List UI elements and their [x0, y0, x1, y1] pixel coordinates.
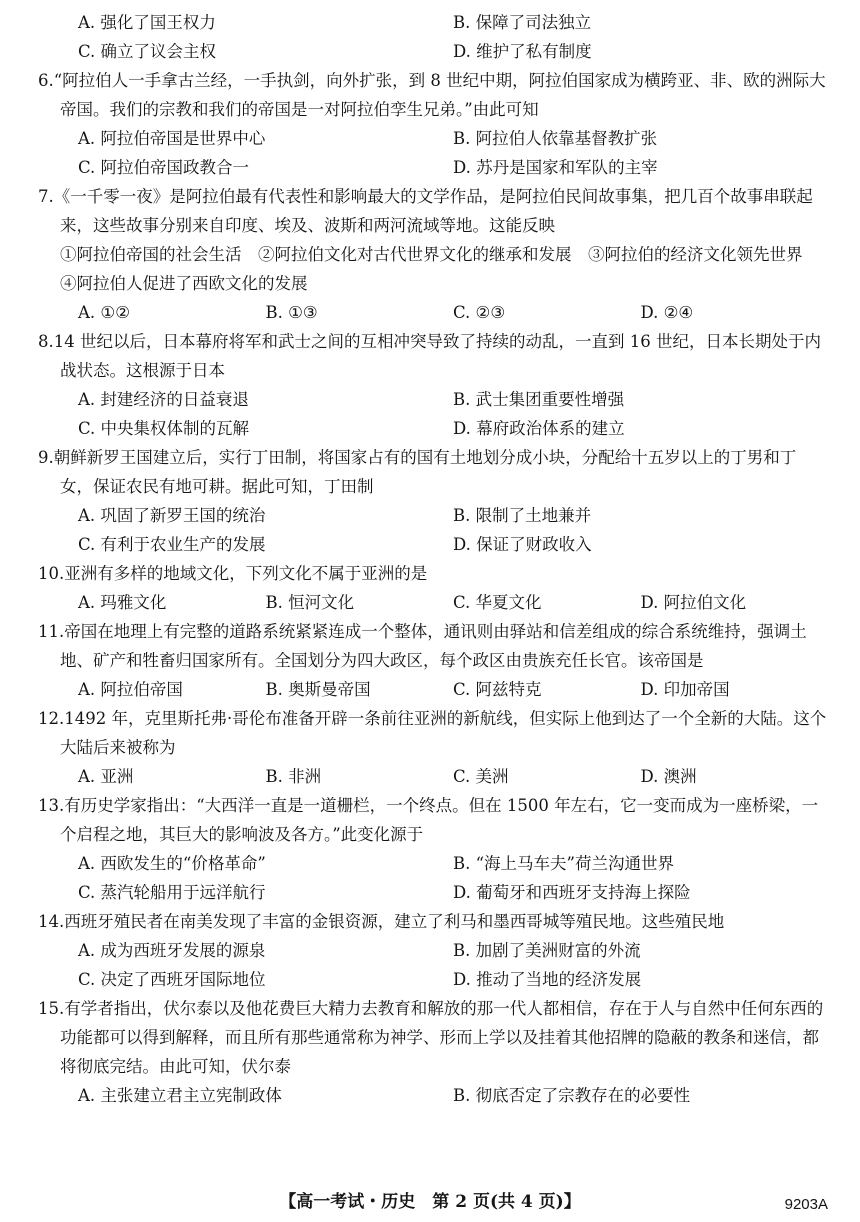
option-a[interactable]: A. 巩固了新罗王国的统治 [78, 506, 266, 525]
option-b[interactable]: B. “海上马车夫”荷兰沟通世界 [453, 854, 674, 873]
question-5 [38, 8, 828, 66]
question-stem [38, 559, 828, 588]
option-b[interactable]: B. 保障了司法独立 [453, 13, 592, 32]
page-footer [0, 1188, 860, 1217]
question-number: 15. [38, 999, 65, 1018]
question-number: 14. [38, 912, 65, 931]
option-d[interactable]: D. 幕府政治体系的建立 [453, 419, 625, 438]
option-a[interactable]: A. 玛雅文化 [78, 593, 167, 612]
question-number: 7. [38, 187, 54, 206]
question-stem [38, 327, 828, 385]
question-9 [38, 443, 828, 559]
option-d[interactable]: D. ②④ [640, 303, 694, 322]
paper-code: 9203A [784, 1196, 828, 1213]
question-text: 14 世纪以后，日本幕府将军和武士之间的互相冲突导致了持续的动乱，一直到 16 世纪，日本长期处于内战状态。这根源于日本 [53, 332, 821, 380]
option-b[interactable]: B. 奥斯曼帝国 [265, 680, 371, 699]
question-number: 10. [38, 564, 65, 583]
option-d[interactable]: D. 保证了财政收入 [453, 535, 592, 554]
option-d[interactable]: D. 苏丹是国家和军队的主宰 [453, 158, 658, 177]
question-stem [38, 994, 828, 1081]
option-a[interactable]: A. 阿拉伯帝国是世界中心 [78, 129, 266, 148]
option-c[interactable]: C. 美洲 [453, 767, 509, 786]
question-number: 6. [38, 71, 54, 90]
question-stem [38, 617, 828, 675]
option-a[interactable]: A. 主张建立君主立宪制政体 [78, 1086, 282, 1105]
question-text: 帝国在地理上有完整的道路系统紧紧连成一个整体，通讯则由驿站和信差组成的综合系统维持，强调土地、矿产和牲畜归国家所有。全国划分为四大政区，每个政区由贵族充任长官。该帝国是 [60, 622, 807, 670]
question-number: 9. [38, 448, 54, 467]
question-text: 西班牙殖民者在南美发现了丰富的金银资源，建立了利马和墨西哥城等殖民地。这些殖民地 [64, 912, 725, 931]
option-b[interactable]: B. 阿拉伯人依靠基督教扩张 [453, 129, 658, 148]
question-stem [38, 907, 828, 936]
question-6 [38, 66, 828, 182]
option-c[interactable]: C. 中央集权体制的瓦解 [78, 419, 250, 438]
option-b[interactable]: B. 加剧了美洲财富的外流 [453, 941, 641, 960]
question-11 [38, 617, 828, 704]
option-d[interactable]: D. 维护了私有制度 [453, 42, 592, 61]
option-d[interactable]: D. 澳洲 [640, 767, 697, 786]
question-number: 13. [38, 796, 65, 815]
question-stem [38, 182, 828, 240]
question-13 [38, 791, 828, 907]
option-b[interactable]: B. 限制了土地兼并 [453, 506, 592, 525]
question-10 [38, 559, 828, 617]
option-d[interactable]: D. 葡萄牙和西班牙支持海上探险 [453, 883, 691, 902]
option-a[interactable]: A. ①② [78, 303, 130, 322]
question-text: 有学者指出，伏尔泰以及他花费巨大精力去教育和解放的那一代人都相信，存在于人与自然中任何东西的功能都可以得到解释，而且所有那些通常称为神学、形而上学以及挂着其他招牌的隐蔽的教条和迷信，都将彻底完结。由此可知，伏尔泰 [60, 999, 824, 1076]
option-a[interactable]: A. 封建经济的日益衰退 [78, 390, 249, 409]
option-c[interactable]: C. 决定了西班牙国际地位 [78, 970, 266, 989]
question-number: 12. [38, 709, 65, 728]
question-stem [38, 704, 828, 762]
question-number: 11. [38, 622, 65, 641]
question-number: 8. [38, 332, 54, 351]
option-c[interactable]: C. ②③ [453, 303, 506, 322]
option-c[interactable]: C. 阿兹特克 [453, 680, 542, 699]
question-text: 亚洲有多样的地域文化，下列文化不属于亚洲的是 [64, 564, 428, 583]
question-stem [38, 443, 828, 501]
question-stem [38, 66, 828, 124]
option-d[interactable]: D. 推动了当地的经济发展 [453, 970, 642, 989]
question-15 [38, 994, 828, 1110]
option-a[interactable]: A. 西欧发生的“价格革命” [78, 854, 266, 873]
question-text: 朝鲜新罗王国建立后，实行丁田制，将国家占有的国有土地划分成小块，分配给十五岁以上的丁男和丁女，保证农民有地可耕。据此可知，丁田制 [53, 448, 797, 496]
question-14 [38, 907, 828, 994]
option-b[interactable]: B. 非洲 [265, 767, 322, 786]
option-c[interactable]: C. 阿拉伯帝国政教合一 [78, 158, 250, 177]
option-a[interactable]: A. 阿拉伯帝国 [78, 680, 183, 699]
option-a[interactable]: A. 强化了国王权力 [78, 13, 216, 32]
option-a[interactable]: A. 成为西班牙发展的源泉 [78, 941, 266, 960]
option-b[interactable]: B. ①③ [265, 303, 318, 322]
option-c[interactable]: C. 确立了议会主权 [78, 42, 217, 61]
question-text: 1492 年，克里斯托弗·哥伦布准备开辟一条前往亚洲的新航线，但实际上他到达了一个全新的大陆。这个大陆后来被称为 [60, 709, 827, 757]
option-b[interactable]: B. 彻底否定了宗教存在的必要性 [453, 1086, 691, 1105]
option-b[interactable]: B. 恒河文化 [265, 593, 355, 612]
question-text: 有历史学家指出：“大西洋一直是一道栅栏，一个终点。但在 1500 年左右，它一变而成为一座桥梁，一个启程之地，其巨大的影响波及各方。”此变化源于 [60, 796, 819, 844]
option-d[interactable]: D. 阿拉伯文化 [640, 593, 747, 612]
option-a[interactable]: A. 亚洲 [78, 767, 134, 786]
question-8 [38, 327, 828, 443]
option-c[interactable]: C. 蒸汽轮船用于远洋航行 [78, 883, 266, 902]
exam-page [38, 8, 828, 1110]
statement-list: ①阿拉伯帝国的社会生活 ②阿拉伯文化对古代世界文化的继承和发展 ③阿拉伯的经济文化领先世界 ④阿拉伯人促进了西欧文化的发展 [60, 245, 819, 293]
question-text: 《一千零一夜》是阿拉伯最有代表性和影响最大的文学作品，是阿拉伯民间故事集，把几百个故事串联起来，这些故事分别来自印度、埃及、波斯和两河流域等地。这能反映 [53, 187, 813, 235]
question-12 [38, 704, 828, 791]
option-c[interactable]: C. 华夏文化 [453, 593, 542, 612]
option-b[interactable]: B. 武士集团重要性增强 [453, 390, 625, 409]
question-text: “阿拉伯人一手拿古兰经，一手执剑，向外扩张，到 8 世纪中期，阿拉伯国家成为横跨亚、非、欧的洲际大帝国。我们的宗教和我们的帝国是一对阿拉伯孪生兄弟。”由此可知 [53, 71, 826, 119]
footer-title: 【高一考试・历史 第 2 页(共 4 页)】 [279, 1192, 581, 1212]
question-stem [38, 791, 828, 849]
option-c[interactable]: C. 有利于农业生产的发展 [78, 535, 266, 554]
question-7 [38, 182, 828, 327]
option-d[interactable]: D. 印加帝国 [640, 680, 730, 699]
